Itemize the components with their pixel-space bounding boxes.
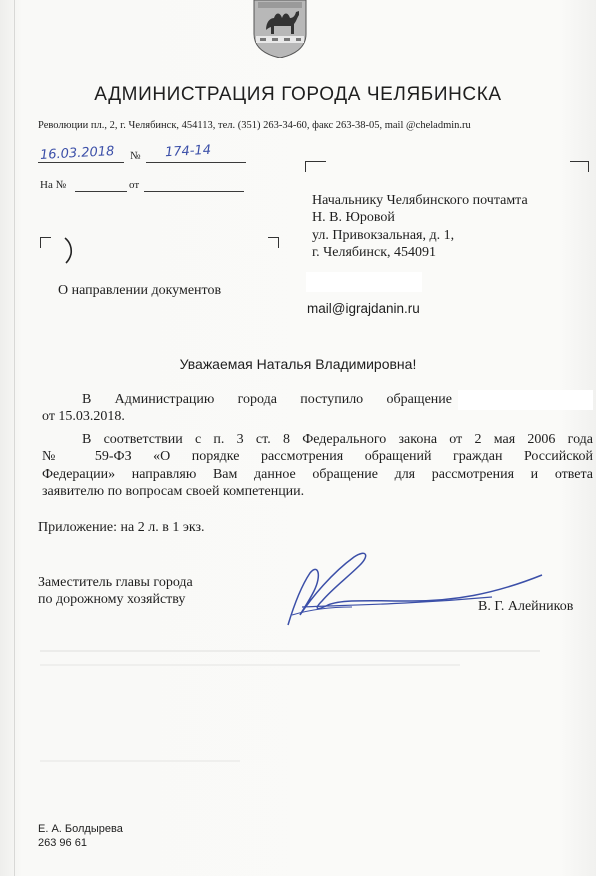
bleed-through-line xyxy=(40,760,240,762)
redacted-area xyxy=(306,272,422,292)
redacted-name xyxy=(458,390,593,410)
signatory-title-line-2: по дорожному хозяйству xyxy=(38,592,186,607)
signatory-title-line-1: Заместитель главы города xyxy=(38,575,193,590)
outgoing-number: 174-14 xyxy=(164,142,212,161)
bleed-through-line xyxy=(40,664,460,666)
recipient-corner-top-left xyxy=(305,161,326,172)
recipient-line-4: г. Челябинск, 454091 xyxy=(312,245,437,260)
body-paragraph-2-line-3: Федерации» направляю Вам данное обращение для рассмотрения и ответа xyxy=(42,467,593,482)
subject-corner-top-left xyxy=(40,237,51,248)
incoming-date-underline xyxy=(144,191,244,192)
executor-phone: 263 96 61 xyxy=(38,837,87,849)
subject-corner-top-right xyxy=(268,237,279,248)
number-label: № xyxy=(130,150,141,162)
recipient-line-3: ул. Привокзальная, д. 1, xyxy=(312,228,455,243)
date-underline xyxy=(38,162,124,163)
recipient-corner-top-right xyxy=(570,161,589,172)
recipient-email[interactable]: mail@igrajdanin.ru xyxy=(307,301,420,316)
bleed-through-line xyxy=(40,650,540,652)
body-paragraph-2-line-1: В соответствии с п. 3 ст. 8 Федерального закона от 2 мая 2006 года xyxy=(82,432,593,447)
page-edge-shadow xyxy=(14,0,15,876)
incoming-number-label: На № xyxy=(40,179,67,191)
greeting: Уважаемая Наталья Владимировна! xyxy=(179,356,417,372)
handwritten-signature xyxy=(262,545,562,635)
recipient-line-2: Н. В. Юровой xyxy=(312,210,395,225)
body-paragraph-1-line-1: В Администрацию города поступило обращение xyxy=(82,392,452,407)
organization-name: АДМИНИСТРАЦИЯ ГОРОДА ЧЕЛЯБИНСКА xyxy=(94,84,502,105)
number-underline xyxy=(146,162,246,163)
organization-address: Революции пл., 2, г. Челябинск, 454113, тел. (351) 263-34-60, факс 263-38-05, mail @cheladmin.ru xyxy=(38,120,471,131)
incoming-from-label: от xyxy=(129,179,140,191)
camel-coat-of-arms-icon xyxy=(252,0,308,58)
body-paragraph-2-line-2: № 59-ФЗ «О порядке рассмотрения обращений граждан Российской xyxy=(42,449,593,464)
body-paragraph-1-line-2: от 15.03.2018. xyxy=(42,409,125,424)
executor-name: Е. А. Болдырева xyxy=(38,823,123,835)
ink-mark xyxy=(62,236,78,264)
signatory-name: В. Г. Алейников xyxy=(478,599,574,614)
body-paragraph-2-line-4: заявителю по вопросам своей компетенции. xyxy=(42,484,305,499)
outgoing-date: 16.03.2018 xyxy=(39,144,115,163)
attachment-note: Приложение: на 2 л. в 1 экз. xyxy=(38,520,205,535)
letter-subject: О направлении документов xyxy=(58,283,222,298)
recipient-line-1: Начальнику Челябинского почтамта xyxy=(312,193,528,208)
incoming-number-underline xyxy=(75,191,127,192)
